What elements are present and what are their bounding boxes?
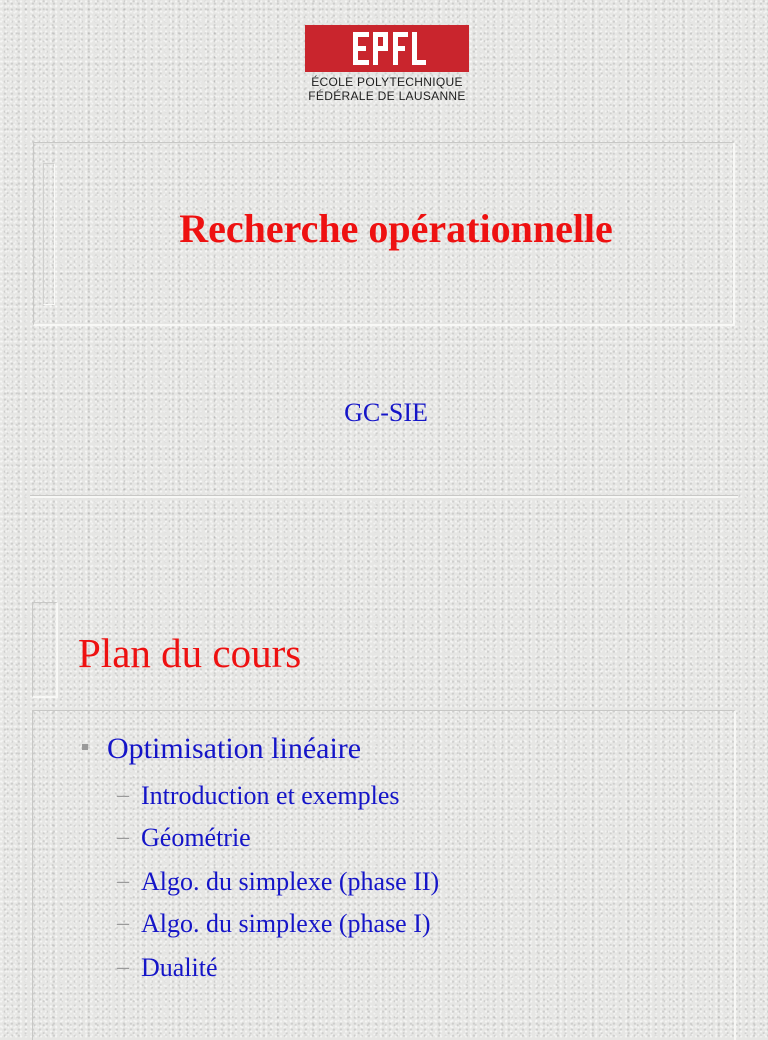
epfl-wordmark-glyphs <box>305 25 469 72</box>
dash-icon: – <box>117 782 129 808</box>
bullet-label: Optimisation linéaire <box>107 732 362 765</box>
slide-title: Recherche opérationnelle <box>179 206 613 251</box>
list-item <box>0 780 768 816</box>
list-item-text: Algo. du simplexe (phase I) <box>141 909 431 938</box>
logo-line-1: ÉCOLE POLYTECHNIQUE <box>311 75 463 89</box>
heading-frame <box>32 602 58 698</box>
list-item-text: Introduction et exemples <box>141 781 400 810</box>
slide-separator <box>30 495 738 498</box>
dash-icon: – <box>117 954 129 980</box>
list-item <box>0 822 768 858</box>
list-item-text: Algo. du simplexe (phase II) <box>141 867 440 896</box>
dash-icon: – <box>117 868 129 894</box>
list-item-text: Géométrie <box>141 823 251 852</box>
list-item-text: Dualité <box>141 953 218 982</box>
slide-subtitle: GC-SIE <box>344 398 428 427</box>
epfl-wordmark <box>305 25 469 72</box>
outline-slide <box>0 500 768 1024</box>
list-item <box>0 908 768 944</box>
dash-icon: – <box>117 824 129 850</box>
logo-line-2: FÉDÉRALE DE LAUSANNE <box>308 89 466 103</box>
list-item <box>0 952 768 988</box>
list-item <box>0 866 768 902</box>
dash-icon: – <box>117 910 129 936</box>
slide-heading: Plan du cours <box>78 630 302 676</box>
epfl-logo <box>305 25 469 105</box>
bullet-square-icon <box>82 744 88 750</box>
title-slide <box>0 0 768 500</box>
